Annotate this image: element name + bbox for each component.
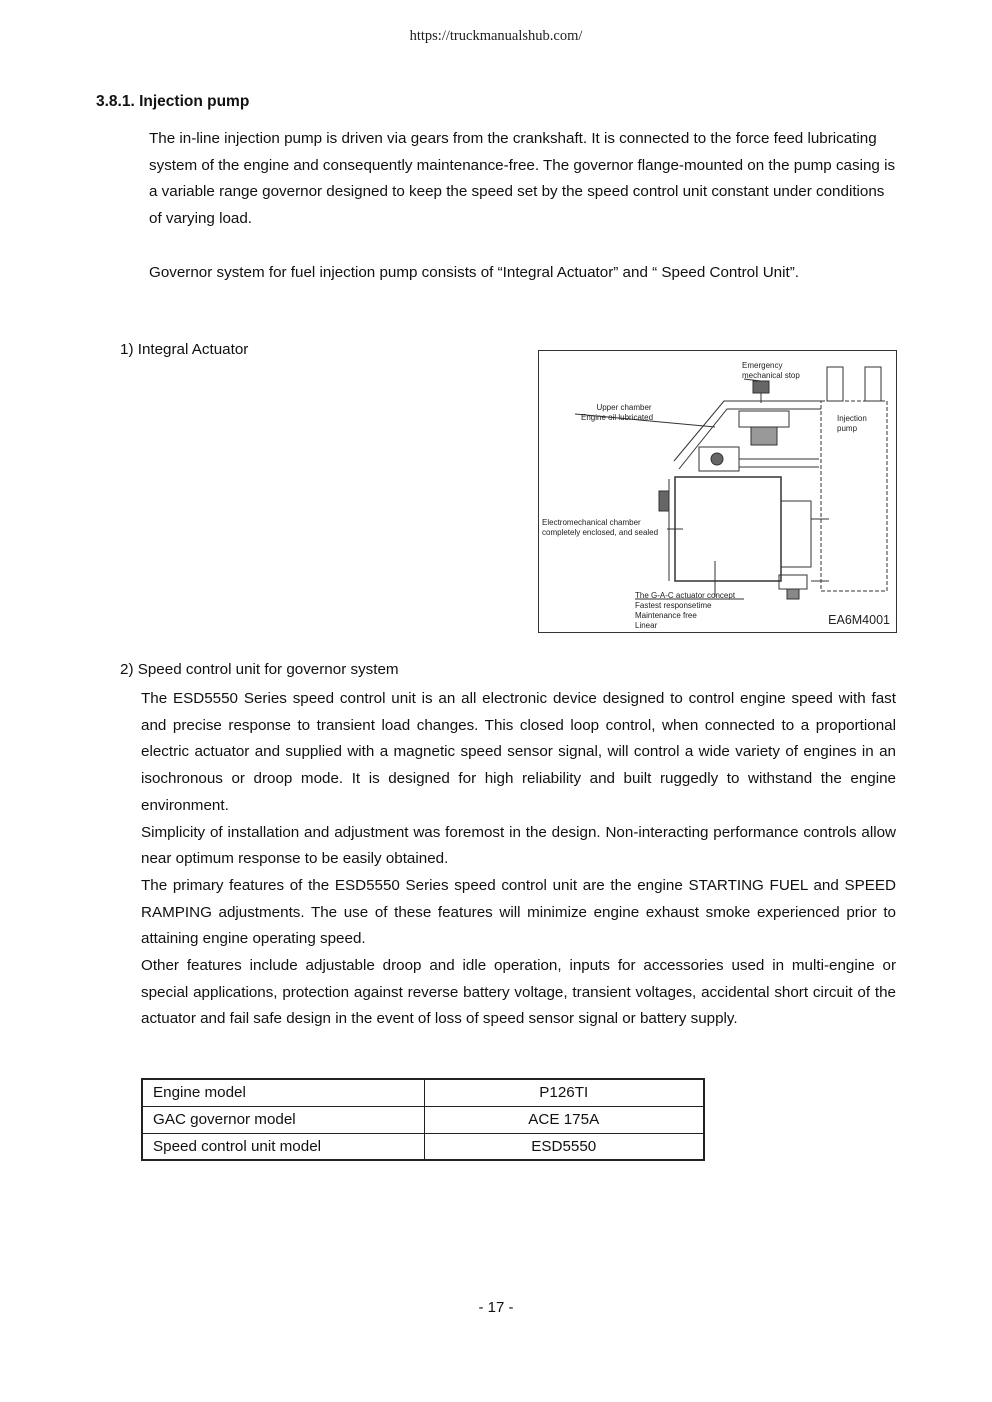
spec-value: ESD5550 bbox=[424, 1133, 704, 1160]
page-number: - 17 - bbox=[478, 1299, 514, 1316]
actuator-drawing bbox=[539, 351, 895, 631]
label-injection-pump: Injection pump bbox=[837, 414, 867, 433]
spec-value: ACE 175A bbox=[424, 1106, 704, 1133]
item-speed-control-title: 2) Speed control unit for governor system bbox=[120, 661, 399, 678]
label-emergency-stop: Emergency mechanical stop bbox=[742, 361, 800, 380]
spec-value: P126TI bbox=[424, 1079, 704, 1106]
table-row bbox=[142, 1133, 704, 1160]
section-heading: 3.8.1. Injection pump bbox=[96, 93, 250, 110]
actuator-figure bbox=[538, 350, 897, 633]
spec-label: Engine model bbox=[142, 1079, 424, 1106]
spec-label: Speed control unit model bbox=[142, 1133, 424, 1160]
governor-paragraph: Governor system for fuel injection pump consists of “Integral Actuator” and “ Speed Control Unit”. bbox=[149, 264, 799, 281]
label-gac-concept: The G-A-C actuator concept Fastest responsetime Maintenance free Linear bbox=[635, 591, 736, 630]
speed-control-paragraph: The primary features of the ESD5550 Series speed control unit are the engine STARTING FUEL and SPEED RAMPING adjustments. The use of these features will minimize engine exhaust smoke experienced prior to attaining engine operating speed. bbox=[141, 876, 896, 948]
table-row bbox=[142, 1106, 704, 1133]
item-integral-actuator-title: 1) Integral Actuator bbox=[120, 341, 249, 358]
table-row bbox=[142, 1079, 704, 1106]
source-url: https://truckmanualshub.com/ bbox=[409, 28, 583, 44]
spec-table bbox=[141, 1078, 705, 1161]
intro-paragraph: The in-line injection pump is driven via gears from the crankshaft. It is connected to the force feed lubricating system of the engine and consequently maintenance-free. The governor flange-mounted on the pump casing is a variable range governor designed to keep the speed set by the speed control unit constant under conditions of varying load. bbox=[149, 130, 896, 228]
label-upper-chamber: Upper chamber Engine oil lubricated bbox=[581, 403, 654, 422]
speed-control-paragraph: Other features include adjustable droop and idle operation, inputs for accessories used in multi-engine or special applications, protection against reverse battery voltage, transient voltages, accidental short circuit of the actuator and fail safe design in the event of loss of speed sensor signal or battery supply. bbox=[141, 957, 896, 1028]
spec-label: GAC governor model bbox=[142, 1106, 424, 1133]
speed-control-paragraph: Simplicity of installation and adjustment was foremost in the design. Non-interacting performance controls allow near optimum response to be easily obtained. bbox=[141, 823, 896, 868]
speed-control-paragraph: The ESD5550 Series speed control unit is an all electronic device designed to control engine speed with fast and precise response to transient load changes. This closed loop control, when connected to a proportional electric actuator and supplied with a magnetic speed sensor signal, will control a wide variety of engines in an isochronous or droop mode. It is designed for high reliability and built ruggedly to withstand the engine environment. bbox=[141, 690, 896, 814]
label-electromechanical-chamber: Electromechanical chamber completely enclosed, and sealed bbox=[542, 518, 659, 537]
speed-control-text bbox=[141, 686, 896, 1033]
figure-id: EA6M4001 bbox=[828, 613, 890, 627]
